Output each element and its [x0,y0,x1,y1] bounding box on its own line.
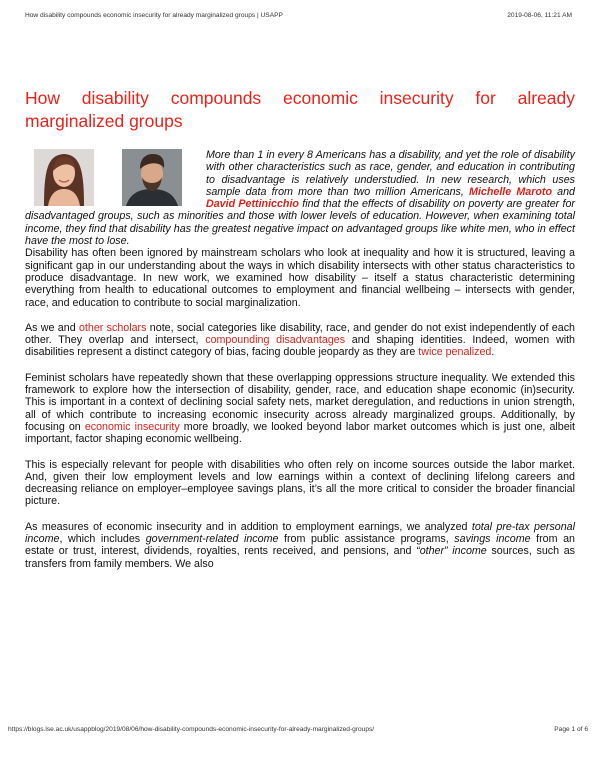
print-header [0,12,600,24]
print-footer-page: Page 1 of 6 [554,726,588,733]
paragraph-5-text-a: As measures of economic insecurity and in addition to employment earnings, we analyzed [25,520,472,533]
paragraph-3-text-b: more broadly, we looked beyond labor market outcomes which is just one, albeit important, factor shaping economic wellbeing. [25,420,576,446]
paragraph-2-text-d: . [491,346,495,359]
author-link-michelle-maroto[interactable]: Michelle Maroto [469,185,552,198]
lede-and: and [552,185,575,198]
paragraph-5 [25,521,575,570]
print-footer [0,726,600,738]
article-title-line2: marginalized groups [25,111,183,131]
article-title [25,87,575,133]
lede-part2: find that the effects of disability on poverty are greater for disadvantaged groups, such as minorities and those with lower levels of education. However, when examining total income, they find that disability has the greatest negative impact on advantaged groups like white men, who in effect have the most to lose. [25,198,575,248]
paragraph-5-text-b: , which includes [59,533,146,546]
paragraph-2-text-c: and shaping identities. Indeed, women with disabilities represent a distinct category of bias, facing double jeopardy as they are [25,334,575,359]
term-other-income: “other” income [416,545,487,558]
link-compounding-disadvantages[interactable]: compounding disadvantages [205,334,346,347]
article [25,87,575,583]
author-photo-david-pettinicchio [122,149,182,206]
paragraph-2 [25,322,575,359]
paragraph-2-text-b: note, social categories like disability, race, and gender do not exist independently of each other. They overlap and intersect, [25,321,575,347]
print-footer-url: https://blogs.lse.ac.uk/usappblog/2019/08/06/how-disability-compounds-economic-insecurity-for-already-marginalized-groups/ [8,726,375,733]
link-economic-insecurity[interactable]: economic insecurity [84,420,180,433]
print-header-datetime: 2019-08-06, 11:21 AM [507,12,572,19]
paragraph-2-text-a: As we and [25,321,79,334]
term-savings-income: savings income [454,533,531,546]
link-twice-penalized[interactable]: twice penalized [418,346,492,359]
paragraph-4: This is especially relevant for people with disabilities who often rely on income sources outside the labor market. And, given their low employment levels and low earnings within a context of declining lifelong careers and decreasing reliance on employer–employee savings plans, it’s all the more critical to consider the broader financial picture. [25,458,575,508]
author-link-david-pettinicchio[interactable]: David Pettinicchio [206,198,299,211]
term-total-pre-tax-personal-income: total pre-tax personal income [25,520,575,546]
print-header-title: How disability compounds economic insecurity for already marginalized groups | USAPP [25,12,283,19]
link-other-scholars[interactable]: other scholars [78,321,147,334]
paragraph-5-text-d: from an estate or trust, interest, dividends, royalties, rents received, and pensions, and [25,533,575,558]
lede-section [25,149,575,247]
article-title-line1: How disability compounds economic insecurity for already [25,88,575,108]
paragraph-5-text-e: sources, such as transfers from family members. We also [25,545,575,570]
paragraph-3 [25,372,575,446]
paragraph-3-text-a: Feminist scholars have repeatedly shown that these overlapping oppressions structure inequality. We extended this framework to explore how the intersection of disability, gender, race, and education shape economic (in)security. This is important in a context of declining social safety nets, market deregulation, and reductions in union strength, all of which contribute to increasing economic insecurity across already marginalized groups. Additionally, by focusing on [25,371,575,433]
lede-part1: More than 1 in every 8 Americans has a disability, and yet the role of disability with other characteristics such as race, gender, and education in contributing to disadvantage is relatively understudied. In new research, which uses sample data from more than two million Americans, [206,149,575,198]
paragraph-5-text-c: from public assistance programs, [278,533,455,546]
term-government-related-income: government-related income [145,533,279,546]
paragraph-1: Disability has often been ignored by mainstream scholars who look at inequality and how it is structured, leaving a significant gap in our understanding about the ways in which disability intersects with other status characteristics to produce disadvantage. In new work, we examined how disability – itself a status characteristic determining everything from health to educational outcomes to employment and financial wellbeing – intersects with gender, race, and education to contribute to social marginalization. [25,247,575,309]
author-photos [25,149,200,206]
author-photo-michelle-maroto [34,149,94,206]
